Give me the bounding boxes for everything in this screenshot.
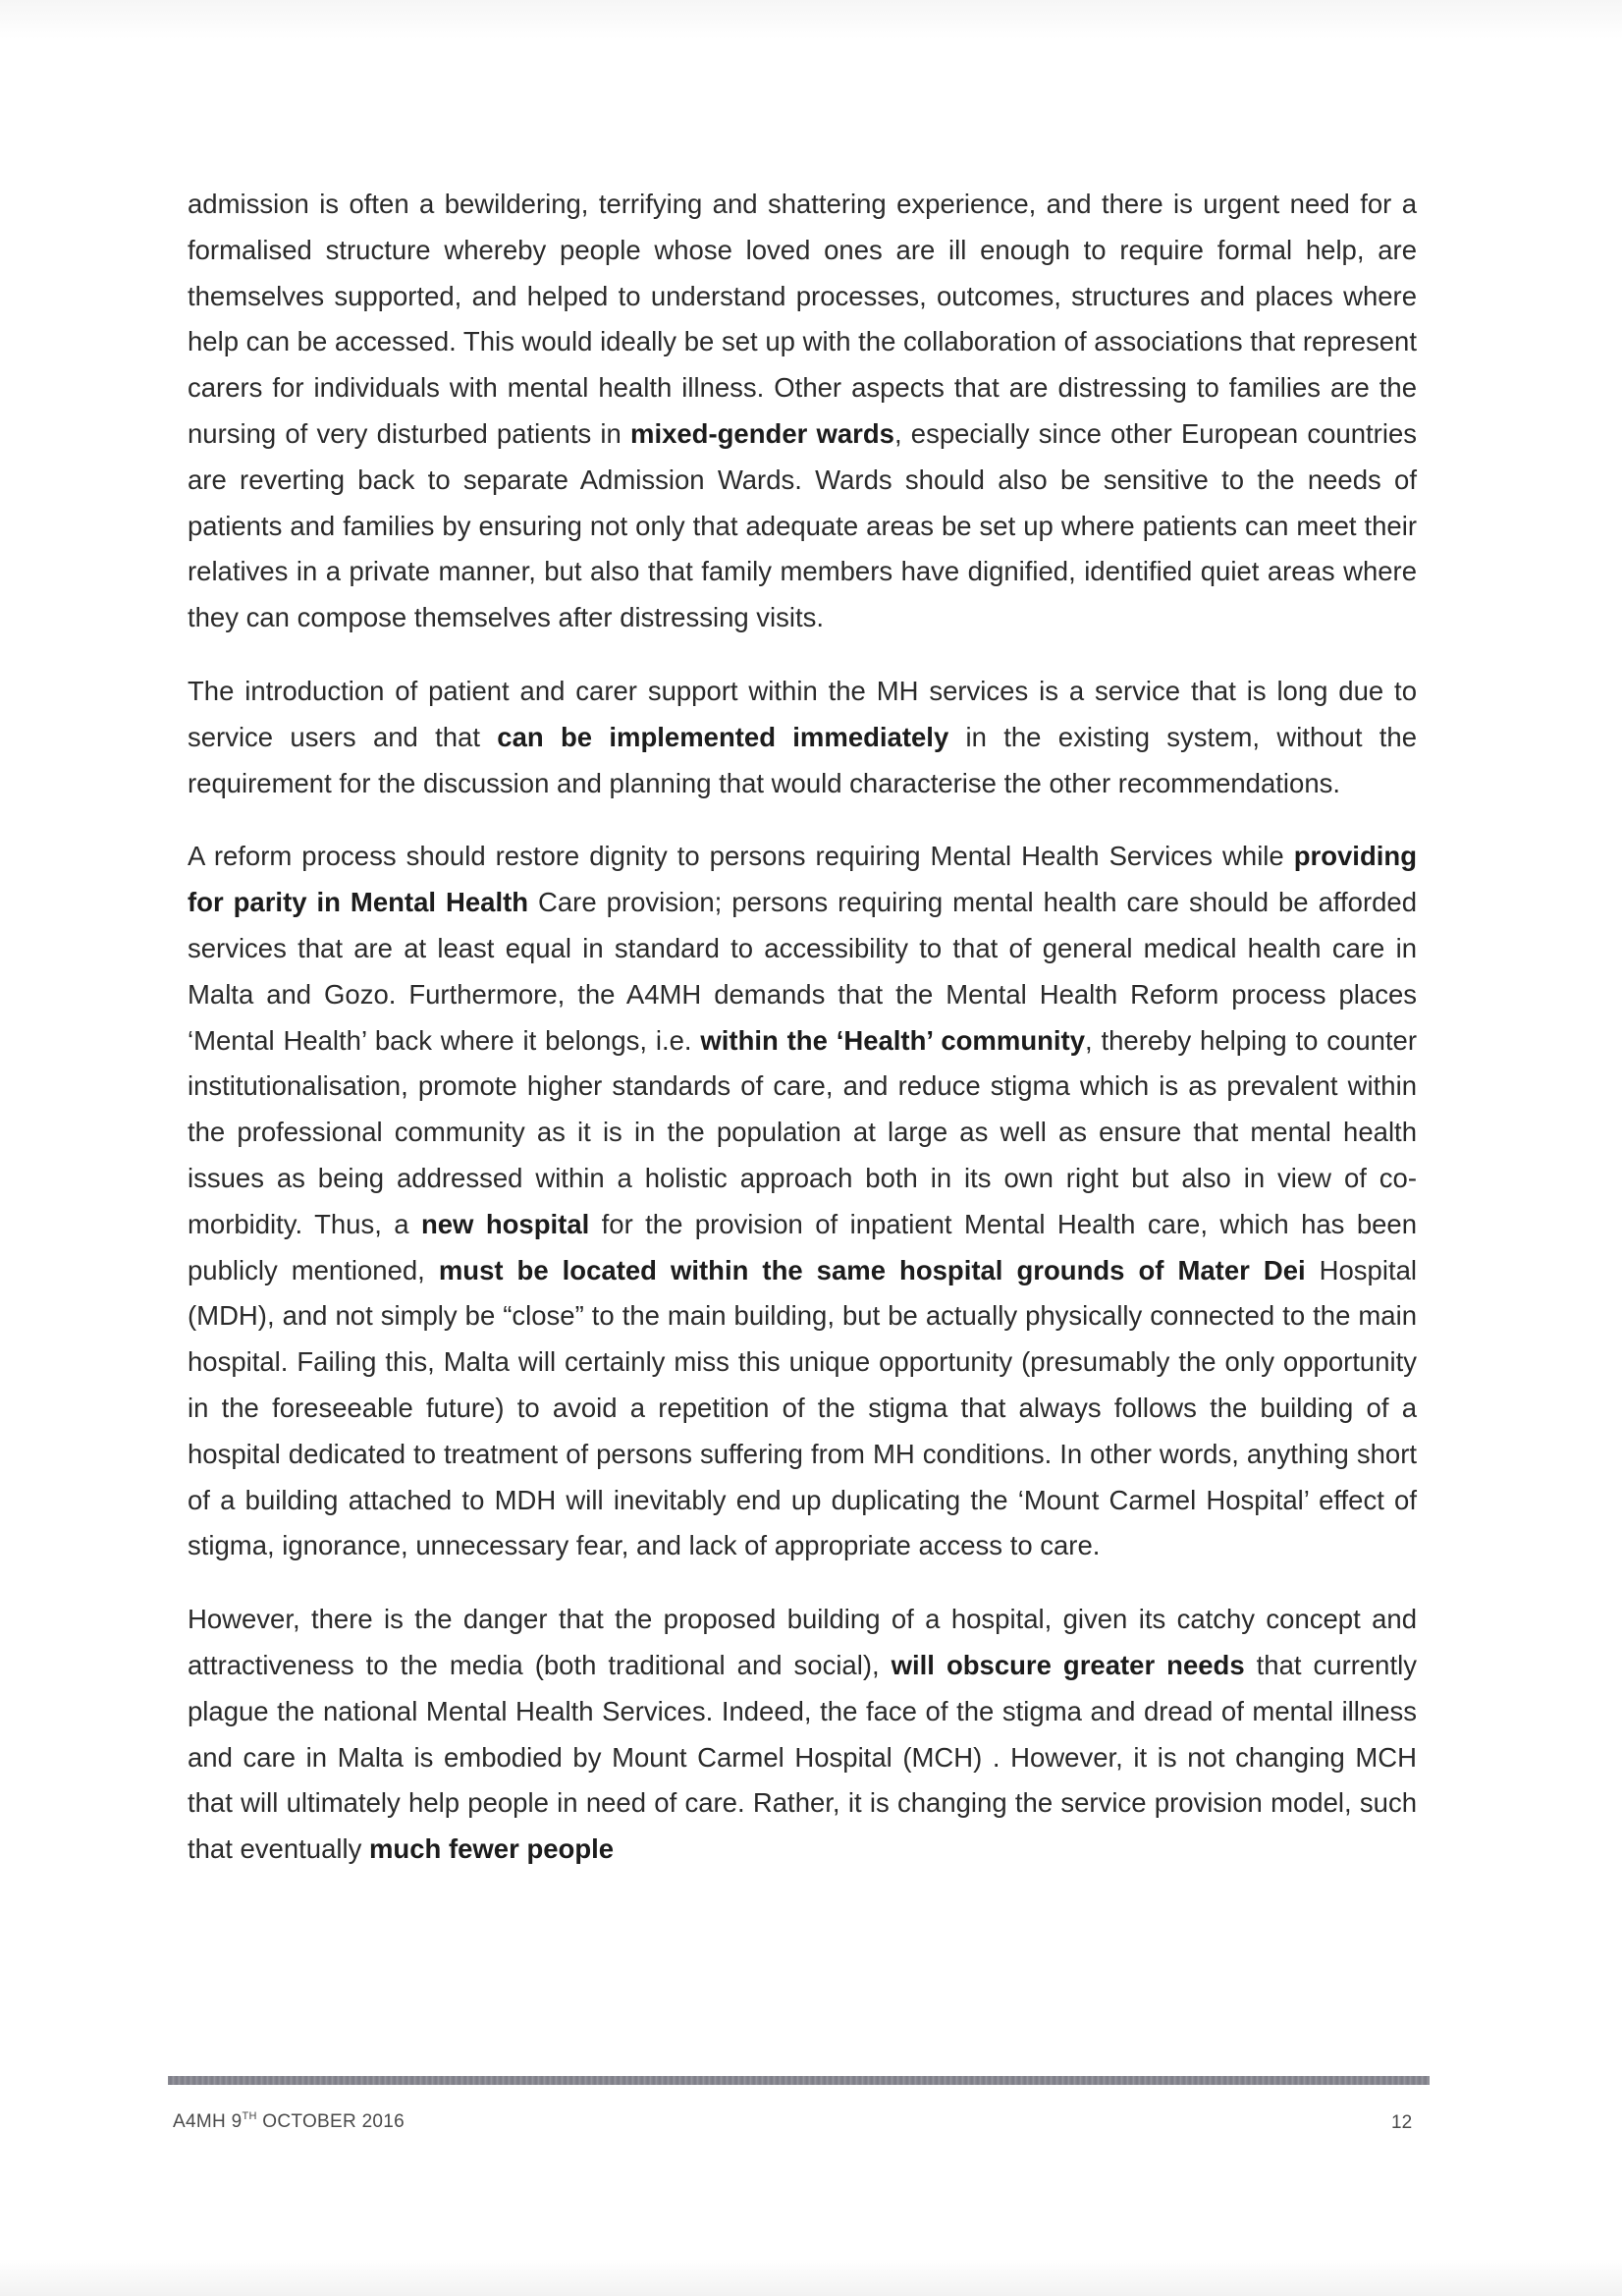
paragraph-1 <box>188 182 1417 641</box>
body-text <box>188 182 1417 1900</box>
paragraph-2 <box>188 669 1417 806</box>
text-run: in the existing system, without the requirement for the discussion and planning that would characterise the other recommendations. <box>188 721 1417 798</box>
footer-date-text: OCTOBER 2016 <box>256 2111 406 2132</box>
footer-date-suffix: TH <box>242 2110 257 2122</box>
bold-text-run: must be located within the same hospital grounds of Mater Dei <box>438 1254 1306 1285</box>
text-run: Care provision; persons requiring mental health care should be afforded services that are at least equal in standard to accessibility to that of general medical health care in Malta and Gozo. Furthermore, the A4MH demands that the Mental Health Reform process places ‘Mental Health’ back where it belongs, i.e. <box>188 887 1417 1056</box>
text-run: , thereby helping to counter institutionalisation, promote higher standards of care, and reduce stigma which is as prevalent within the professional community as it is in the population at large as well as ensure that mental health issues as being addressed within a holistic approach both in its own right but also in view of co-morbidity. Thus, a <box>188 1024 1418 1239</box>
text-run: that currently plague the national Mental Health Services. Indeed, the face of the stigma and dread of mental illness and care in Malta is embodied by Mount Carmel Hospital (MCH) . However, it is not changing MCH that will ultimately help people in need of care. Rather, it is changing the service provision model, such that eventually <box>188 1649 1417 1865</box>
bold-text-run: will obscure greater needs <box>891 1649 1245 1680</box>
text-run: , especially since other European countries are reverting back to separate Admission Wards. Wards should also be sensitive to the needs of patients and families by ensuring not only that adequate areas be set up where patients can meet their relatives in a private manner, but also that family members have dignified, identified quiet areas where they can compose themselves after distressing visits. <box>188 417 1417 633</box>
bold-text-run: much fewer people <box>368 1833 615 1865</box>
bold-text-run: mixed-gender wards <box>630 417 894 449</box>
bold-text-run: new hospital <box>420 1208 590 1239</box>
footer-date <box>173 2110 405 2133</box>
paragraph-4 <box>188 1597 1417 1873</box>
paragraph-3 <box>188 834 1417 1569</box>
footer-org: A4MH 9 <box>173 2111 243 2132</box>
text-run: However, there is the danger that the proposed building of a hospital, given its catchy concept and attractiveness to the media (both traditional and social), <box>188 1604 1417 1680</box>
text-run: admission is often a bewildering, terrifying and shattering experience, and there is urgent need for a formalised structure whereby people whose loved ones are ill enough to require formal help, are themselves supported, and helped to understand processes, outcomes, structures and places where help can be accessed. This would ideally be set up with the collaboration of associations that represent carers for individuals with mental health illness. Other aspects that are distressing to families are the nursing of very disturbed patients in <box>188 189 1417 449</box>
text-run: for the provision of inpatient Mental Health care, which has been publicly mentioned, <box>188 1208 1417 1285</box>
text-run: The introduction of patient and carer support within the MH services is a service that is long due to service users and that <box>188 675 1417 752</box>
bold-text-run: can be implemented immediately <box>497 721 949 752</box>
footer-divider <box>168 2076 1430 2085</box>
text-run: A reform process should restore dignity to persons requiring Mental Health Services while <box>188 841 1294 872</box>
bold-text-run: within the ‘Health’ community <box>700 1024 1086 1056</box>
bold-text-run: providing for parity in Mental Health <box>188 841 1417 918</box>
page-number: 12 <box>1391 2112 1413 2133</box>
text-run: Hospital (MDH), and not simply be “close” to the main building, but be actually physically connected to the main hospital. Failing this, Malta will certainly miss this unique opportunity (presumably the only opportunity in the foreseeable future) to avoid a repetition of the stigma that always follows the building of a hospital dedicated to treatment of persons suffering from MH conditions. In other words, anything short of a building attached to MDH will inevitably end up duplicating the ‘Mount Carmel Hospital’ effect of stigma, ignorance, unnecessary fear, and lack of appropriate access to care. <box>188 1254 1417 1561</box>
